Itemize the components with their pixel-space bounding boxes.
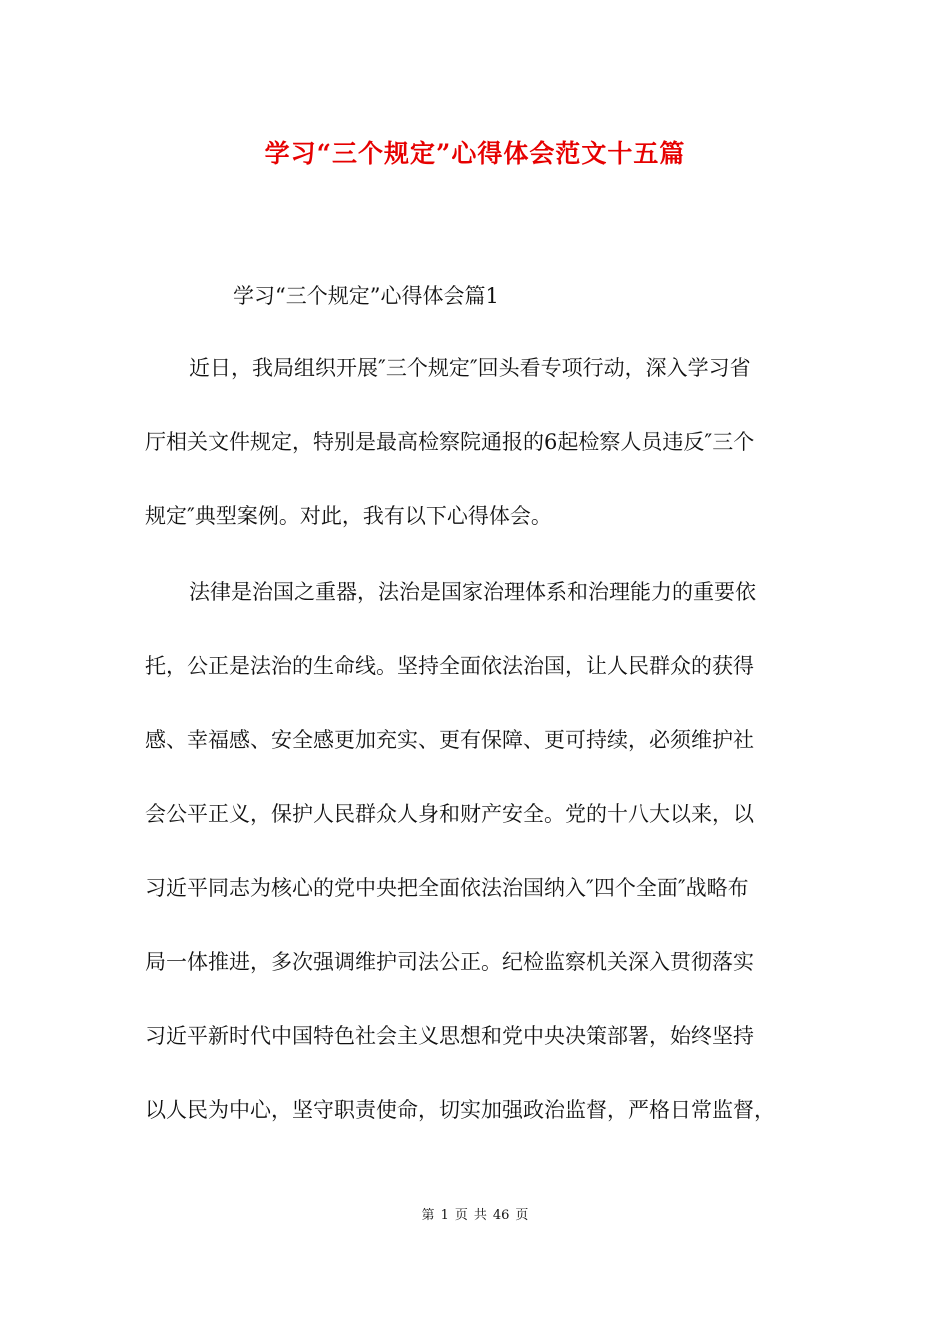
section-heading: 学习“三个规定”心得体会篇1 <box>233 284 499 308</box>
footer-total-word: 共 <box>473 1208 487 1223</box>
paragraph-line: 厅相关文件规定，特别是最高检察院通报的6起检察人员违反″三个 <box>145 430 755 454</box>
paragraph-line: 法律是治国之重器，法治是国家治理体系和治理能力的重要依 <box>189 580 756 604</box>
paragraph-line: 会公平正义，保护人民群众人身和财产安全。党的十八大以来，以 <box>145 802 754 826</box>
paragraph-line: 习近平新时代中国特色社会主义思想和党中央决策部署，始终坚持 <box>145 1024 754 1048</box>
paragraph-line: 习近平同志为核心的党中央把全面依法治国纳入″四个全面″战略布 <box>145 876 749 900</box>
footer-suffix: 页 <box>515 1208 529 1223</box>
footer-page-word: 页 <box>454 1208 468 1223</box>
footer-current-page: 1 <box>440 1208 449 1223</box>
paragraph-line: 规定″典型案例。对此，我有以下心得体会。 <box>145 504 552 528</box>
paragraph-line: 以人民为中心，坚守职责使命，切实加强政治监督，严格日常监督， <box>145 1098 775 1122</box>
paragraph-line: 局一体推进，多次强调维护司法公正。纪检监察机关深入贯彻落实 <box>145 950 754 974</box>
paragraph-line: 近日，我局组织开展″三个规定″回头看专项行动，深入学习省 <box>189 356 751 380</box>
paragraph-line: 托，公正是法治的生命线。坚持全面依法治国，让人民群众的获得 <box>145 654 754 678</box>
footer-total-pages: 46 <box>492 1208 510 1223</box>
paragraph-line: 感、幸福感、安全感更加充实、更有保障、更可持续，必须维护社 <box>145 728 754 752</box>
page-footer <box>0 1206 950 1226</box>
paragraph-1 <box>145 350 810 534</box>
footer-prefix: 第 <box>421 1208 435 1223</box>
document-title: 学习“三个规定”心得体会范文十五篇 <box>264 139 686 168</box>
paragraph-2 <box>145 574 810 1128</box>
